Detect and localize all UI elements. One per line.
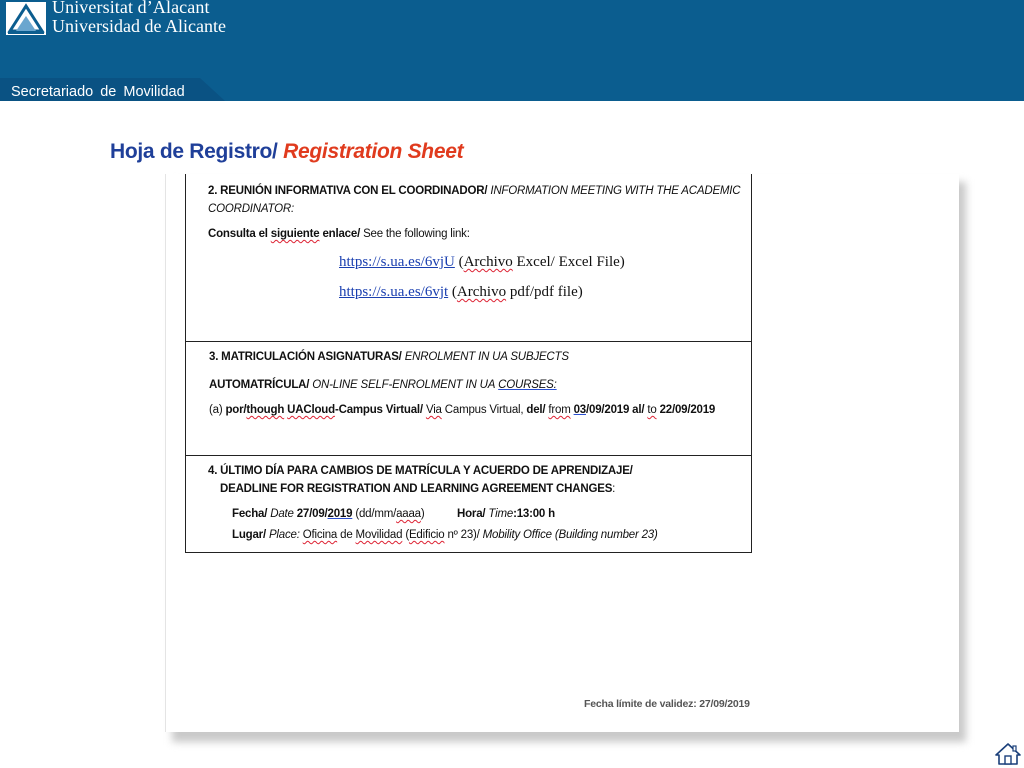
university-name-ca: Universitat d’Alacant	[52, 0, 210, 17]
title-es: Hoja de Registro/	[110, 140, 278, 163]
section2-heading: 2. REUNIÓN INFORMATIVA CON EL COORDINADOR/ INFORMATION MEETING WITH THE ACADEMIC	[208, 185, 741, 197]
deadline-place-row: Lugar/ Place: Oficina de Movilidad (Edificio nº 23)/ Mobility Office (Building number 23)	[232, 529, 658, 541]
section-enrolment-box	[185, 341, 752, 457]
page-title	[110, 140, 463, 164]
consult-link-text: Consulta el siguiente enlace/ See the following link:	[208, 228, 470, 240]
section3-heading: 3. MATRICULACIÓN ASIGNATURAS/ ENROLMENT IN UA SUBJECTS	[209, 351, 569, 363]
deadline-time-row: Hora/ Time:13:00 h	[457, 508, 555, 520]
self-enrolment-text: AUTOMATRÍCULA/ ON-LINE SELF-ENROLMENT IN UA COURSES:	[209, 379, 557, 391]
title-en: Registration Sheet	[283, 140, 464, 163]
section4-heading-en: DEADLINE FOR REGISTRATION AND LEARNING AGREEMENT CHANGES:	[220, 483, 616, 495]
section4-heading: 4. ÚLTIMO DÍA PARA CAMBIOS DE MATRÍCULA Y ACUERDO DE APRENDIZAJE/	[208, 465, 633, 477]
enrolment-period-text: (a) por/though UACloud-Campus Virtual/ Via Campus Virtual, del/ from 03/09/2019 al/ to 22/09/2019	[209, 404, 716, 416]
deadline-date-row: Fecha/ Date 27/09/2019 (dd/mm/aaaa)	[232, 508, 425, 520]
pdf-file-link[interactable]: https://s.ua.es/6vjt	[339, 284, 449, 300]
home-icon[interactable]	[994, 742, 1022, 766]
department-name: Secretariado de Movilidad	[11, 84, 185, 100]
excel-link-row: https://s.ua.es/6vjU (Archivo Excel/ Excel File)	[339, 254, 625, 270]
pdf-link-row: https://s.ua.es/6vjt (Archivo pdf/pdf file)	[339, 284, 583, 300]
header-banner	[0, 0, 1024, 101]
section-deadline-box	[185, 455, 752, 553]
section2-heading-cont: COORDINATOR:	[208, 203, 294, 215]
university-logo-icon	[6, 2, 46, 35]
excel-file-link[interactable]: https://s.ua.es/6vjU	[339, 254, 455, 270]
university-name-es: Universidad de Alicante	[52, 16, 226, 36]
section-meeting-box	[185, 174, 752, 342]
validity-date: Fecha límite de validez: 27/09/2019	[584, 698, 750, 710]
